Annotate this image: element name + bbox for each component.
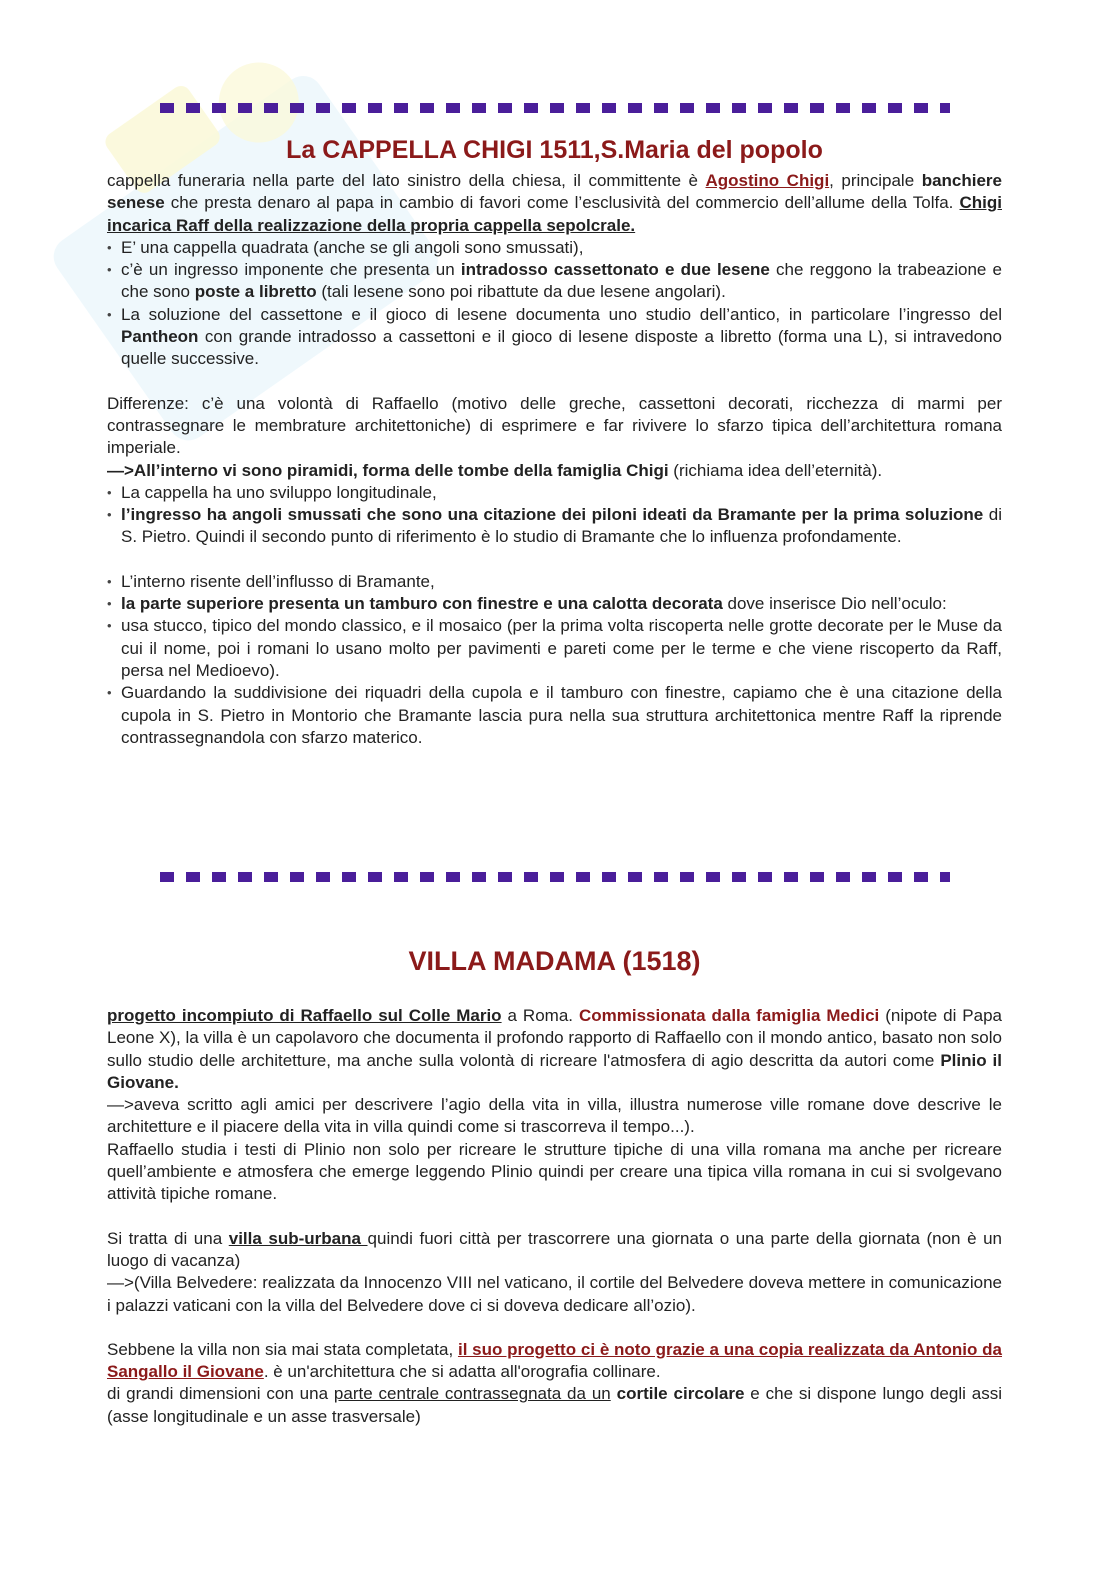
list-item: • c’è un ingresso imponente che presenta un intradosso cassettonato e due lesene che reggono la trabeazione e che sono poste a libretto (tali lesene sono poi ribattute da due lesene angolari). — [107, 259, 1002, 304]
intro-paragraph: cappella funeraria nella parte del lato sinistro della chiesa, il committente è Agostino Chigi, principale banchiere senese che presta denaro al papa in cambio di favori come l’esclusività del commercio dell’allume della Tolfa. Chigi incarica Raff della realizzazione della propria cappella sepolcrale. — [107, 171, 1002, 235]
villa-paragraph-5: —>(Villa Belvedere: realizzata da Innocenzo VIII nel vaticano, il cortile del Belvedere doveva mettere in comunicazione i palazzi vaticani con la villa del Belvedere dove ci si doveva dedicare all’ozio). — [107, 1273, 1002, 1315]
villa-paragraph-4: Si tratta di una villa sub-urbana quindi fuori città per trascorrere una giornata o una parte della giornata (non è un luogo di vacanza) — [107, 1228, 1003, 1270]
list-item: • L’interno risente dell’influsso di Bramante, — [107, 571, 1002, 593]
bullet-list-1 — [107, 237, 1002, 371]
list-item: • La cappella ha uno sviluppo longitudinale, — [107, 482, 1002, 504]
cappella-chigi-body — [107, 170, 1002, 749]
middle-separator — [160, 872, 950, 882]
villa-paragraph-2: —>aveva scritto agli amici per descrivere l’agio della vita in villa, illustra numerose ville romane dove descrive le architetture e il piacere della vita in villa quindi come si trascorreva il tempo...). — [107, 1095, 1002, 1137]
top-separator — [160, 103, 950, 113]
piramidi-paragraph: —>All’interno vi sono piramidi, forma delle tombe della famiglia Chigi (richiama idea dell’eternità). — [107, 460, 883, 480]
list-item: • l’ingresso ha angoli smussati che sono una citazione dei piloni ideati da Bramante per la prima soluzione di S. Pietro. Quindi il secondo punto di riferimento è lo studio di Bramante che lo influenza profondamente. — [107, 504, 1002, 549]
list-item: • la parte superiore presenta un tamburo con finestre e una calotta decorata dove inserisce Dio nell’oculo: — [107, 593, 1002, 615]
differenze-paragraph: Differenze: c’è una volontà di Raffaello (motivo delle greche, cassettoni decorati, ricchezza di marmi per contrassegnare le membrature architettoniche) di esprimere e far rivivere lo sfarzo tipica dell’architettura romana imperiale. — [107, 393, 1002, 458]
villa-paragraph-7: di grandi dimensioni con una parte centrale contrassegnata da un cortile circolare e che si dispone lungo degli assi (asse longitudinale e un asse trasversale) — [107, 1384, 1002, 1426]
villa-paragraph-6: Sebbene la villa non sia mai stata completata, il suo progetto ci è noto grazie a una copia realizzata da Antonio da Sangallo il Giovane. è un'architettura che si adatta all'orografia collinare. — [107, 1339, 1003, 1382]
page-title-cappella-chigi: La CAPPELLA CHIGI 1511,S.Maria del popolo — [286, 136, 823, 164]
incarico-text: Chigi incarica Raff della realizzazione della propria cappella sepolcrale. — [107, 193, 1002, 235]
bullet-list-2 — [107, 482, 1002, 749]
villa-madama-body — [107, 1005, 1002, 1428]
villa-paragraph-3: Raffaello studia i testi di Plinio non solo per ricreare le strutture tipiche di una villa romana ma anche per ricreare quell’ambiente e atmosfera che emerge leggendo Plinio quindi per creare una tipica villa romana in cui si svolgevano attività tipiche romane. — [107, 1139, 1002, 1204]
list-item: • usa stucco, tipico del mondo classico, e il mosaico (per la prima volta riscoperta nelle grotte decorate per le Muse da cui il nome, poi i romani lo usano molto per pavimenti e pareti come per le terme e che viene riscoperto da Raff, persa nel Medioevo). — [107, 615, 1002, 682]
list-item: • E’ una cappella quadrata (anche se gli angoli sono smussati), — [107, 237, 1002, 259]
villa-paragraph-1: progetto incompiuto di Raffaello sul Colle Mario a Roma. Commissionata dalla famiglia Medici (nipote di Papa Leone X), la villa è un capolavoro che documenta il profondo rapporto di Raffaello con il mondo antico, basato non solo sullo studio delle architetture, ma anche sulla volontà di ricreare l'atmosfera di agio descritta da autori come Plinio il Giovane. — [107, 1006, 1003, 1092]
committente-name: Agostino Chigi — [705, 171, 830, 190]
list-item: • Guardando la suddivisione dei riquadri della cupola e il tamburo con finestre, capiamo che è una citazione della cupola in S. Pietro in Montorio che Bramante lascia pura nella sua struttura architettonica mentre Raff la riprende contrassegnandola con sfarzo materico. — [107, 682, 1002, 749]
page-title-villa-madama: VILLA MADAMA (1518) — [408, 946, 701, 976]
list-item: • La soluzione del cassettone e il gioco di lesene documenta uno studio dell’antico, in particolare l’ingresso del Pantheon con grande intradosso a cassettoni e il gioco di lesene disposte a libretto (forma una L), si intravedono quelle successive. — [107, 304, 1002, 371]
